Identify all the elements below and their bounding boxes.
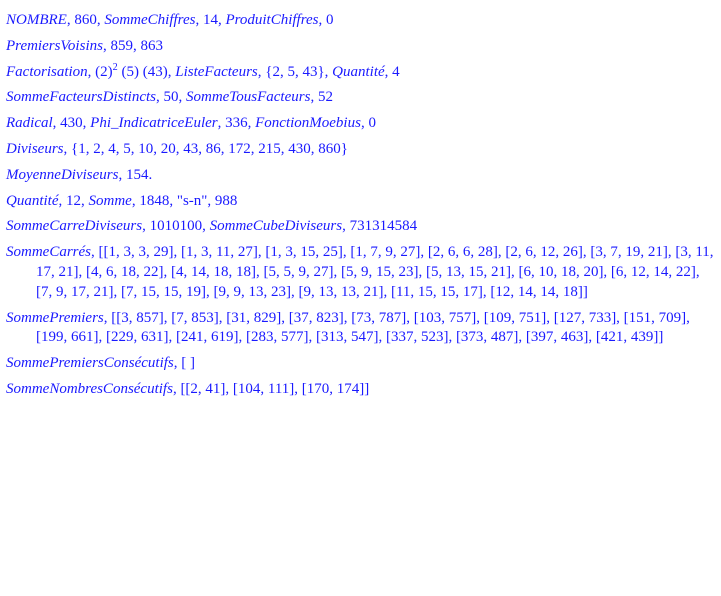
line-quantite-somme (6, 189, 715, 215)
property-value: (5) (43) (117, 63, 168, 80)
property-label: Phi_IndicatriceEuler (90, 115, 218, 132)
separator: , (103, 309, 112, 326)
separator: , (207, 192, 215, 209)
separator: , (257, 63, 266, 80)
separator: , (172, 380, 181, 397)
property-value: 4 (392, 63, 400, 80)
property-value: 0 (368, 115, 376, 132)
property-label: NOMBRE (6, 12, 67, 28)
property-label: MoyenneDiviseurs (6, 166, 119, 183)
properties-line-list (6, 8, 715, 403)
property-label: SommeFacteursDistincts (6, 89, 156, 106)
property-label: SommeCubeDiviseurs (209, 218, 343, 235)
property-label: Quantité (332, 63, 385, 80)
property-label: PremiersVoisins (6, 37, 103, 54)
separator: , (202, 218, 210, 235)
property-value: 52 (317, 89, 333, 106)
property-label: ProduitChiffres (225, 12, 319, 28)
property-value: 859, 863 (110, 37, 163, 54)
property-label: SommePremiersConsécutifs (6, 355, 174, 372)
separator: , (82, 115, 91, 132)
separator: , (169, 192, 177, 209)
separator: , (318, 12, 326, 28)
separator: , (91, 244, 99, 261)
property-value: 1010100 (149, 218, 203, 235)
exponent: 2 (112, 61, 118, 73)
property-value: [[3, 857], [7, 853], [31, 829], [37, 823], [73, 787], [103, 757], [109, 751], [127, 733], [151, 709], [199, 661], [229, 631], [241, 619], [283, 577], [313, 547], [337, 523], [373, 487], [397, 463], [421, 439]] (36, 309, 690, 346)
property-value: [[1, 3, 3, 29], [1, 3, 11, 27], [1, 3, 15, 25], [1, 7, 9, 27], [2, 6, 6, 28], [2, 6, 12, 26], [3, 7, 19, 21], [3, 11, 17, 21], [4, 6, 18, 22], [4, 14, 18, 18], [5, 5, 9, 27], [5, 9, 15, 23], [5, 13, 15, 21], [6, 10, 18, 20], [6, 12, 14, 22], [7, 9, 17, 21], [7, 15, 15, 19], [9, 9, 13, 23], [9, 13, 13, 21], [11, 15, 15, 17], [12, 14, 14, 18]] (36, 244, 714, 300)
property-label: Quantité (6, 192, 59, 209)
property-value: 988 (214, 192, 238, 209)
separator: , (66, 12, 75, 28)
property-value: 0 (326, 12, 334, 28)
property-value: 1848 (139, 192, 170, 209)
separator: , (52, 115, 61, 132)
separator: , (195, 12, 203, 28)
separator: , (217, 12, 226, 28)
property-label: Factorisation (6, 63, 88, 80)
property-value: 14 (202, 12, 218, 28)
property-label: SommeTousFacteurs (185, 89, 311, 106)
property-value: 336 (225, 115, 248, 132)
separator: , (360, 115, 369, 132)
separator: , (142, 218, 150, 235)
line-somme-premiers (6, 306, 715, 352)
property-label: SommeChiffres (104, 12, 196, 28)
property-label: Somme (88, 192, 132, 209)
property-value: 50 (163, 89, 179, 106)
separator: , (167, 63, 176, 80)
property-value: 12 (66, 192, 81, 209)
separator: , (58, 192, 66, 209)
property-value: [[2, 41], [104, 111], [170, 174]] (180, 380, 370, 397)
line-somme-nombres-consecutifs (6, 377, 715, 403)
property-value: 430 (60, 115, 83, 132)
line-somme-facteurs (6, 85, 715, 111)
property-label: Radical (6, 115, 53, 132)
separator: , (63, 140, 71, 157)
property-label: SommeCarreDiviseurs (6, 218, 143, 235)
separator: , (247, 115, 256, 132)
separator: , (81, 192, 89, 209)
line-somme-carres (6, 240, 715, 305)
property-value: {1, 2, 4, 5, 10, 20, 43, 86, 172, 215, 430, 860} (71, 140, 348, 157)
line-diviseurs (6, 137, 715, 163)
property-label: Diviseurs (6, 140, 64, 157)
property-label: FonctionMoebius (255, 115, 361, 132)
line-factorisation (6, 60, 715, 86)
property-value: 731314584 (349, 218, 418, 235)
line-somme-premiers-consecutifs (6, 351, 715, 377)
line-radical (6, 111, 715, 137)
property-value: [ ] (181, 355, 196, 372)
separator: , (118, 166, 126, 183)
separator: , (324, 63, 333, 80)
separator: , (96, 12, 105, 28)
property-value: 860 (74, 12, 97, 28)
line-moyenne-diviseurs (6, 163, 715, 189)
property-value: "s-n" (176, 192, 208, 209)
separator: , (384, 63, 393, 80)
separator: , (342, 218, 350, 235)
separator: , (87, 63, 96, 80)
separator: , (217, 115, 226, 132)
property-value: {2, 5, 43} (265, 63, 325, 80)
line-identite (6, 8, 715, 34)
separator: , (131, 192, 140, 209)
property-label: SommeNombresConsécutifs (6, 380, 173, 397)
property-value: 154. (125, 166, 153, 183)
property-label: ListeFacteurs (175, 63, 258, 80)
separator: , (173, 355, 182, 372)
property-value: (2) (95, 63, 113, 80)
separator: , (178, 89, 186, 106)
line-premiers-voisins (6, 34, 715, 60)
property-label: SommeCarrés (6, 244, 91, 261)
separator: , (102, 37, 111, 54)
separator: , (155, 89, 164, 106)
property-label: SommePremiers (6, 309, 104, 326)
line-somme-carre-cube-diviseurs (6, 214, 715, 240)
separator: , (310, 89, 318, 106)
